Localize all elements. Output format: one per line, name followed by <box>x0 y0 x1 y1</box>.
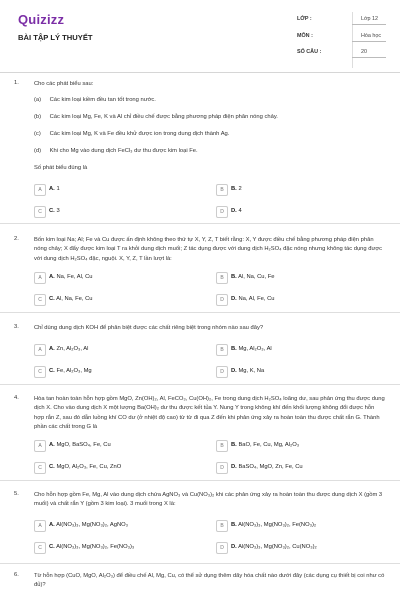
option-a[interactable] <box>34 344 204 356</box>
option-b[interactable] <box>216 184 386 196</box>
statement-d <box>34 148 386 154</box>
option-key: B. <box>231 346 237 352</box>
option-letter-box: D <box>216 462 228 474</box>
option-text: Mg, K, Na <box>238 368 265 374</box>
option-key: C. <box>49 544 55 550</box>
option-key: B. <box>231 274 237 280</box>
question-separator <box>0 223 400 224</box>
option-a[interactable] <box>34 272 204 284</box>
question-number: 5. <box>14 491 19 497</box>
option-text: MgO, BaSO₄, Fe, Cu <box>56 442 111 448</box>
question-text: Cho hỗn hợp gồm Fe, Mg, Al vào dung dịch chứa AgNO₃ và Cu(NO₃)₂ khi các phản ứng xảy ra hoàn toàn thu được dung dịch X (gồm 3 muối) và chất rắn Y (gồm 3 kim loại). 3 muối trong X là: <box>34 492 383 508</box>
question-separator <box>0 563 400 564</box>
option-letter-box: D <box>216 542 228 554</box>
option-c[interactable] <box>34 366 204 378</box>
option-key: D. <box>231 208 237 214</box>
option-key: C. <box>49 464 55 470</box>
option-b[interactable] <box>216 272 386 284</box>
meta-underline <box>352 24 386 25</box>
option-text: BaO, Fe, Cu, Mg, Al₂O₃ <box>238 442 300 448</box>
option-key: A. <box>49 346 55 352</box>
statement-label: (c) <box>34 131 41 137</box>
option-text: Al(NO₃)₃, Mg(NO₃)₂, Fe(NO₃)₂ <box>238 522 317 528</box>
option-c[interactable] <box>34 462 204 474</box>
statement-text: Các kim loại Mg, K và Fe đều khử được ion trong dung dịch thành Ag. <box>49 131 230 137</box>
meta-value: Lớp 12 <box>361 16 379 22</box>
option-letter-box: A <box>34 272 46 284</box>
statement-text: Khi cho Mg vào dung dịch FeCl₃ dư thu được kim loại Fe. <box>49 148 198 154</box>
option-a[interactable] <box>34 184 204 196</box>
statement-label: (d) <box>34 148 42 154</box>
option-text: BaSO₄, MgO, Zn, Fe, Cu <box>238 464 303 470</box>
meta-underline <box>352 41 386 42</box>
option-letter-box: A <box>34 520 46 532</box>
option-key: B. <box>231 186 237 192</box>
option-letter-box: C <box>34 542 46 554</box>
option-d[interactable] <box>216 294 386 306</box>
worksheet-header <box>0 0 400 72</box>
question-text: Cho các phát biểu sau: <box>34 81 94 87</box>
option-letter-box: C <box>34 294 46 306</box>
option-c[interactable] <box>34 206 204 218</box>
question-number: 1. <box>14 80 19 86</box>
option-text: Fe, Al₂O₃, Mg <box>56 368 92 374</box>
option-key: D. <box>231 296 237 302</box>
statement-a <box>34 97 386 103</box>
quizizz-logo: Quizizz <box>18 12 65 27</box>
meta-label: MÔN : <box>297 33 313 39</box>
meta-underline <box>352 57 386 58</box>
option-text: 3 <box>56 208 60 214</box>
statement-c <box>34 131 386 137</box>
option-text: Al, Na, Fe, Cu <box>56 296 93 302</box>
option-d[interactable] <box>216 542 386 554</box>
option-text: Zn, Al₂O₃, Al <box>56 346 89 352</box>
option-c[interactable] <box>34 294 204 306</box>
statement-label: (a) <box>34 97 42 103</box>
option-letter-box: A <box>34 344 46 356</box>
option-b[interactable] <box>216 440 386 452</box>
question-text: Chỉ dùng dung dịch KOH để phân biệt được các chất riêng biệt trong nhóm nào sau đây? <box>34 325 264 331</box>
question-text: Bốn kim loại Na; Al; Fe và Cu được ấn định không theo thứ tự X, Y, Z, T biết rằng: X, Y được điều chế bằng phương pháp điện phân nóng chảy; X đẩy được kim loại T ra khỏi dung dịch muối; Z tác dụng được với dung dịch H₂SO₄ đặc nóng nhưng không tác dụng được với dung dịch H₂SO₄ đặc, nguội. X, Y, Z, T lần lượt là: <box>34 237 383 262</box>
option-key: C. <box>49 296 55 302</box>
option-key: A. <box>49 522 55 528</box>
meta-value: Hóa học <box>361 33 382 39</box>
option-text: Al(NO₃)₃, Mg(NO₃)₂, AgNO₃ <box>56 522 129 528</box>
option-key: D. <box>231 464 237 470</box>
option-letter-box: A <box>34 440 46 452</box>
option-key: C. <box>49 368 55 374</box>
option-text: 4 <box>238 208 242 214</box>
meta-label: LỚP : <box>297 16 312 22</box>
statement-label: (b) <box>34 114 42 120</box>
option-text: Na, Al, Fe, Cu <box>238 296 275 302</box>
option-text: Na, Fe, Al, Cu <box>56 274 93 280</box>
option-letter-box: D <box>216 294 228 306</box>
option-letter-box: B <box>216 184 228 196</box>
question-number: 6. <box>14 572 19 578</box>
question-number: 3. <box>14 324 19 330</box>
option-letter-box: C <box>34 366 46 378</box>
option-text: Al(NO₃)₃, Mg(NO₃)₂, Cu(NO₃)₂ <box>238 544 317 550</box>
question-prompt: Số phát biểu đúng là <box>34 165 88 171</box>
question-number: 4. <box>14 395 19 401</box>
option-text: MgO, Al₂O₃, Fe, Cu, ZnO <box>56 464 122 470</box>
option-letter-box: B <box>216 344 228 356</box>
statement-text: Các kim loại kiềm đều tan tốt trong nước. <box>49 97 156 103</box>
header-divider <box>352 12 353 68</box>
option-key: B. <box>231 442 237 448</box>
option-text: 1 <box>56 186 60 192</box>
option-d[interactable] <box>216 462 386 474</box>
question-separator <box>0 384 400 385</box>
meta-label: SỐ CÂU : <box>297 49 322 55</box>
option-letter-box: D <box>216 206 228 218</box>
option-key: D. <box>231 544 237 550</box>
option-letter-box: C <box>34 206 46 218</box>
question-separator <box>0 480 400 481</box>
question-separator <box>0 312 400 313</box>
option-c[interactable] <box>34 542 204 554</box>
option-letter-box: C <box>34 462 46 474</box>
option-text: Mg, Al₂O₃, Al <box>238 346 272 352</box>
option-key: A. <box>49 274 55 280</box>
option-a[interactable] <box>34 520 204 532</box>
question-text: Từ hỗn hợp (CuO, MgO, Al₂O₃) để điều chế Al, Mg, Cu, có thể sử dụng thêm dãy hóa chất nào dưới đây (các dụng cụ thiết bị coi như có đủ)? <box>34 573 385 589</box>
option-b[interactable] <box>216 344 386 356</box>
option-letter-box: D <box>216 366 228 378</box>
option-b[interactable] <box>216 520 386 532</box>
page-title: BÀI TẬP LÝ THUYẾT <box>18 33 93 42</box>
option-key: A. <box>49 186 55 192</box>
option-key: D. <box>231 368 237 374</box>
statement-b <box>34 114 386 120</box>
option-key: B. <box>231 522 237 528</box>
option-key: C. <box>49 208 55 214</box>
option-d[interactable] <box>216 206 386 218</box>
option-a[interactable] <box>34 440 204 452</box>
header-separator <box>0 72 400 73</box>
option-letter-box: B <box>216 440 228 452</box>
option-text: 2 <box>238 186 242 192</box>
option-letter-box: A <box>34 184 46 196</box>
question-number: 2. <box>14 236 19 242</box>
option-d[interactable] <box>216 366 386 378</box>
question-text: Hòa tan hoàn toàn hỗn hợp gồm MgO, Zn(OH)₂, Al, FeCO₃, Cu(OH)₂, Fe trong dung dịch H₂SO₄ loãng dư, sau phản ứng thu được dung dịch X. Cho vào dung dịch X một lượng Ba(OH)₂ dư thu được kết tủa Y. Nung Y trong không khí đến khối lượng không đổi được hỗn hợp rắn Z, sau đó dẫn luồng khí CO dư (ở nhiệt độ cao) từ từ đi qua Z đến khi phản ứng xảy ra hoàn toàn thu được chất rắn G. Thành phần các chất trong G là <box>34 396 385 431</box>
option-letter-box: B <box>216 520 228 532</box>
meta-value: 20 <box>361 49 367 55</box>
option-key: A. <box>49 442 55 448</box>
option-text: Al(NO₃)₃, Mg(NO₃)₂, Fe(NO₃)₃ <box>56 544 135 550</box>
option-letter-box: B <box>216 272 228 284</box>
option-text: Al, Na, Cu, Fe <box>238 274 275 280</box>
statement-text: Các kim loại Mg, Fe, K và Al chỉ điều chế được bằng phương pháp điện phân nóng chảy. <box>49 114 278 120</box>
